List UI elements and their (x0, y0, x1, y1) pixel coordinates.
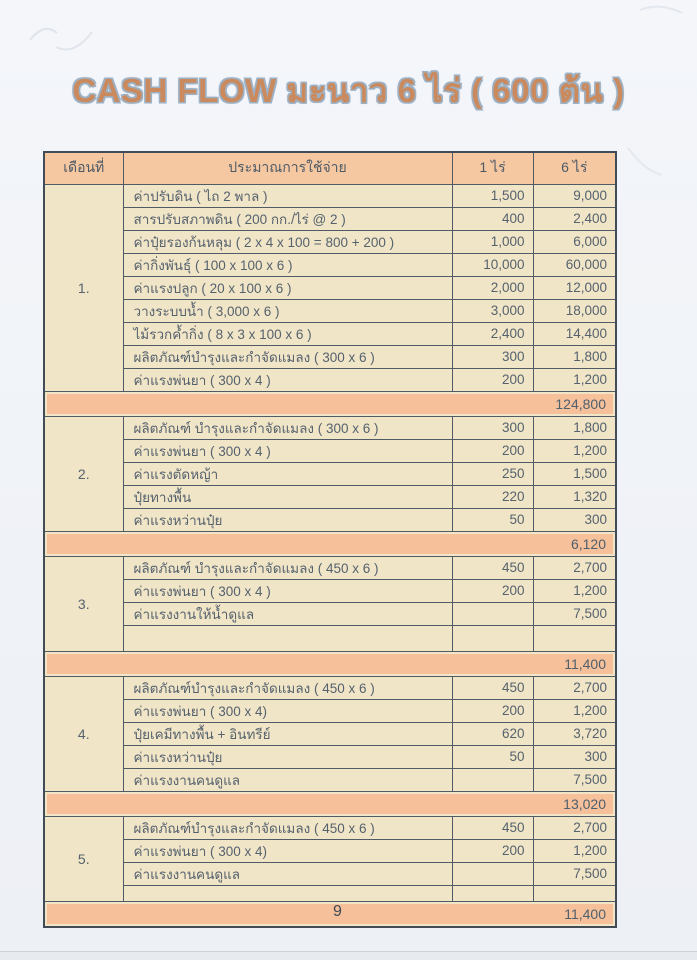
cost-6rai: 60,000 (533, 253, 616, 276)
cost-1rai: 300 (452, 416, 533, 439)
cost-1rai: 220 (452, 485, 533, 508)
expense-desc: ค่าแรงงานคนดูแล (123, 768, 452, 791)
cost-6rai: 12,000 (533, 276, 616, 299)
subtotal-month-2: 6,120 (570, 535, 606, 552)
expense-desc: ค่าแรงพ่นยา ( 300 x 4) (123, 699, 452, 722)
cost-1rai: 250 (452, 462, 533, 485)
month-number: 5. (44, 816, 123, 901)
cost-6rai: 1,320 (533, 485, 616, 508)
expense-desc: ค่าแรงพ่นยา ( 300 x 4) (123, 839, 452, 862)
table-row (44, 368, 616, 391)
table-row (44, 230, 616, 253)
cost-6rai: 7,500 (533, 602, 616, 625)
subtotal-month-3: 11,400 (564, 655, 606, 672)
subtotal-row (44, 391, 616, 416)
table-row (44, 602, 616, 625)
cost-6rai: 2,700 (533, 556, 616, 579)
subtotal-month-1: 124,800 (555, 395, 606, 412)
cost-6rai: 18,000 (533, 299, 616, 322)
cost-6rai: 300 (533, 508, 616, 531)
cost-6rai: 1,200 (533, 579, 616, 602)
subtotal-month-5: 11,400 (564, 905, 606, 922)
expense-desc: ค่ากิ่งพันธุ์ ( 100 x 100 x 6 ) (123, 253, 452, 276)
table-row (44, 207, 616, 230)
cost-1rai: 1,500 (452, 184, 533, 207)
table-row (44, 462, 616, 485)
expense-desc: ค่าแรงพ่นยา ( 300 x 4 ) (123, 439, 452, 462)
cost-6rai: 1,200 (533, 368, 616, 391)
table-row (44, 345, 616, 368)
table-row (44, 276, 616, 299)
cost-1rai: 200 (452, 699, 533, 722)
table-row (44, 485, 616, 508)
page-number: 9 (333, 903, 342, 920)
table-row (44, 416, 616, 439)
expense-desc: ผลิตภัณฑ์บำรุงและกำจัดแมลง ( 450 x 6 ) (123, 676, 452, 699)
cost-1rai: 200 (452, 839, 533, 862)
header-6rai: 6 ไร่ (533, 152, 616, 184)
table-row (44, 253, 616, 276)
month-number: 1. (44, 184, 123, 391)
cost-6rai: 9,000 (533, 184, 616, 207)
month-number: 4. (44, 676, 123, 791)
empty-filler-row (44, 885, 616, 901)
subtotal-month-4: 13,020 (563, 795, 606, 812)
expense-desc: ปุ๋ยทางพื้น (123, 485, 452, 508)
subtotal-row (44, 651, 616, 676)
subtotal-row (44, 531, 616, 556)
table-row (44, 839, 616, 862)
table-row (44, 299, 616, 322)
cost-1rai: 1,000 (452, 230, 533, 253)
cost-1rai (452, 768, 533, 791)
cost-6rai: 1,500 (533, 462, 616, 485)
cost-6rai: 1,200 (533, 699, 616, 722)
table-row (44, 816, 616, 839)
cost-1rai: 400 (452, 207, 533, 230)
empty-filler-row (44, 625, 616, 651)
table-row (44, 676, 616, 699)
cost-6rai: 1,800 (533, 345, 616, 368)
cost-6rai: 2,700 (533, 816, 616, 839)
cost-6rai: 1,800 (533, 416, 616, 439)
table-row (44, 699, 616, 722)
expense-desc: ค่าแรงหว่านปุ๋ย (123, 508, 452, 531)
cost-1rai: 200 (452, 368, 533, 391)
expense-desc: ค่าปุ๋ยรองก้นหลุม ( 2 x 4 x 100 = 800 + 200 ) (123, 230, 452, 253)
table-row (44, 862, 616, 885)
expense-desc: ปุ๋ยเคมีทางพื้น + อินทรีย์ (123, 722, 452, 745)
cost-6rai: 2,700 (533, 676, 616, 699)
cost-1rai: 300 (452, 345, 533, 368)
cost-1rai: 50 (452, 745, 533, 768)
header-expense: ประมาณการใช้จ่าย (123, 152, 452, 184)
expense-desc: ค่าแรงหว่านปุ๋ย (123, 745, 452, 768)
cashflow-table-wrap (43, 151, 615, 928)
cost-1rai: 450 (452, 556, 533, 579)
expense-desc: ค่าแรงงานคนดูแล (123, 862, 452, 885)
expense-desc: ผลิตภัณฑ์บำรุงและกำจัดแมลง ( 300 x 6 ) (123, 345, 452, 368)
cost-1rai (452, 602, 533, 625)
expense-desc: ค่าแรงงานให้น้ำดูแล (123, 602, 452, 625)
expense-desc: ผลิตภัณฑ์บำรุงและกำจัดแมลง ( 450 x 6 ) (123, 816, 452, 839)
expense-desc: ค่าแรงปลูก ( 20 x 100 x 6 ) (123, 276, 452, 299)
cost-6rai: 1,200 (533, 839, 616, 862)
cost-1rai: 50 (452, 508, 533, 531)
subtotal-row (44, 791, 616, 816)
expense-desc: ค่าปรับดิน ( ไถ 2 พาล ) (123, 184, 452, 207)
cost-1rai (452, 862, 533, 885)
expense-desc: ค่าแรงพ่นยา ( 300 x 4 ) (123, 579, 452, 602)
cost-1rai: 200 (452, 439, 533, 462)
cost-6rai: 3,720 (533, 722, 616, 745)
expense-desc: ผลิตภัณฑ์ บำรุงและกำจัดแมลง ( 300 x 6 ) (123, 416, 452, 439)
expense-desc: ผลิตภัณฑ์ บำรุงและกำจัดแมลง ( 450 x 6 ) (123, 556, 452, 579)
table-row (44, 579, 616, 602)
table-row (44, 439, 616, 462)
cost-1rai: 450 (452, 816, 533, 839)
cost-1rai: 200 (452, 579, 533, 602)
table-row (44, 722, 616, 745)
cost-6rai: 14,400 (533, 322, 616, 345)
cost-1rai: 450 (452, 676, 533, 699)
header-1rai: 1 ไร่ (452, 152, 533, 184)
expense-desc: สารปรับสภาพดิน ( 200 กก./ไร่ @ 2 ) (123, 207, 452, 230)
cost-6rai: 6,000 (533, 230, 616, 253)
table-row (44, 768, 616, 791)
cost-1rai: 2,000 (452, 276, 533, 299)
month-number: 3. (44, 556, 123, 651)
cost-6rai: 7,500 (533, 862, 616, 885)
cost-1rai: 3,000 (452, 299, 533, 322)
table-row (44, 322, 616, 345)
header-month: เดือนที่ (44, 152, 123, 184)
cost-6rai: 1,200 (533, 439, 616, 462)
cost-1rai: 10,000 (452, 253, 533, 276)
expense-desc: วางระบบน้ำ ( 3,000 x 6 ) (123, 299, 452, 322)
table-row (44, 184, 616, 207)
expense-desc: ค่าแรงตัดหญ้า (123, 462, 452, 485)
month-number: 2. (44, 416, 123, 531)
expense-desc: ไม้รวกค้ำกิ่ง ( 8 x 3 x 100 x 6 ) (123, 322, 452, 345)
cost-1rai: 620 (452, 722, 533, 745)
cost-6rai: 2,400 (533, 207, 616, 230)
cost-6rai: 7,500 (533, 768, 616, 791)
cashflow-table (43, 151, 617, 928)
table-row (44, 745, 616, 768)
cost-1rai: 2,400 (452, 322, 533, 345)
cost-6rai: 300 (533, 745, 616, 768)
table-row (44, 556, 616, 579)
page-title: CASH FLOW มะนาว 6 ไร่ ( 600 ต้น ) (72, 72, 625, 109)
table-row (44, 508, 616, 531)
expense-desc: ค่าแรงพ่นยา ( 300 x 4 ) (123, 368, 452, 391)
table-header-row (44, 152, 616, 184)
scan-bottom-edge (0, 951, 697, 960)
